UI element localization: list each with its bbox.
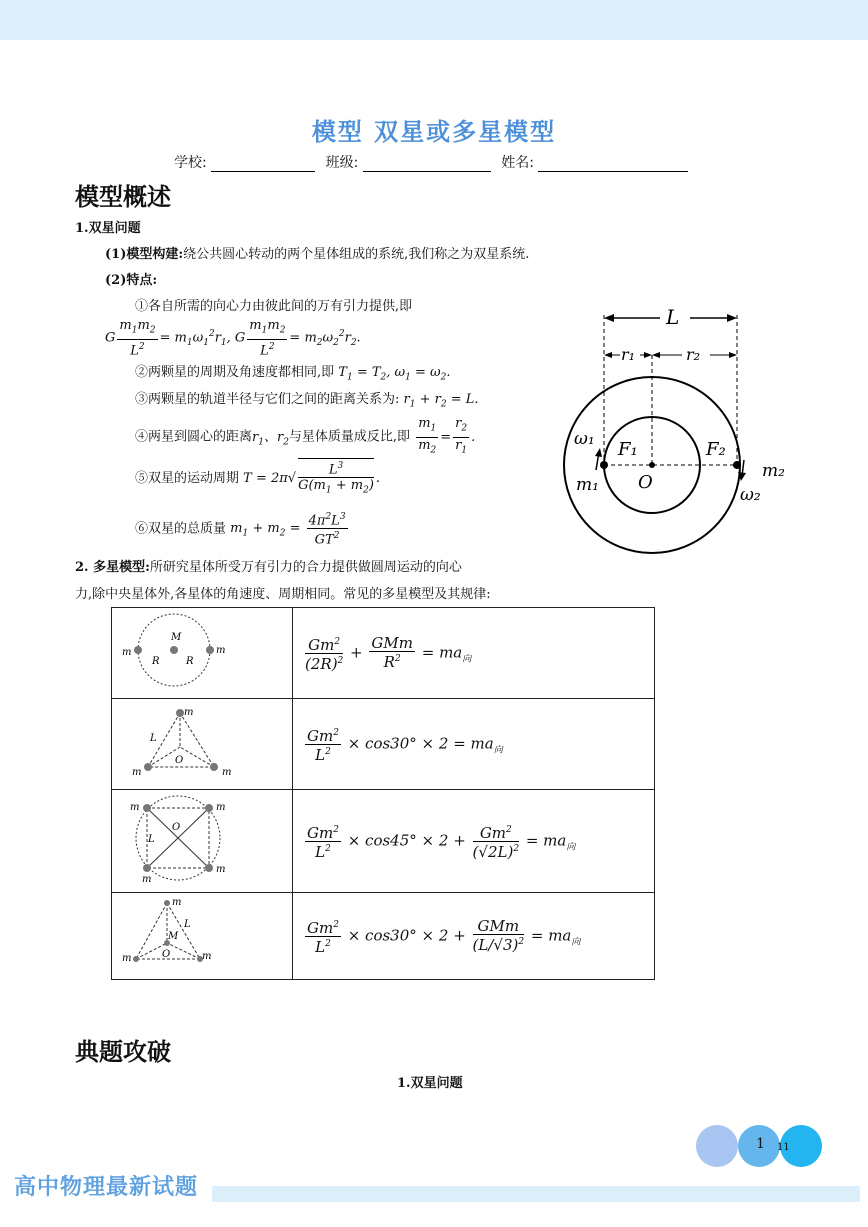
page-decor-circle	[696, 1125, 738, 1167]
label-m1: m₁	[576, 475, 599, 495]
subheading-binary: 1.双星问题	[75, 221, 141, 236]
name-label: 姓名:	[501, 155, 534, 171]
svg-text:R: R	[152, 656, 160, 667]
triangle-three-star-figure	[112, 699, 292, 785]
label-F1: F₁	[618, 439, 638, 460]
equation-row-2: $\frac{Gm^2}{L^2}$ × $\cos 30^\circ \times 2 = ma_向$	[293, 699, 655, 790]
page-title: 模型 双星或多星模型	[311, 118, 557, 146]
svg-text:R: R	[186, 656, 194, 667]
star-m1	[600, 461, 608, 469]
svg-text:m: m	[216, 645, 226, 656]
svg-text:m: m	[216, 802, 226, 813]
star-m2	[733, 461, 741, 469]
feature-item-2: ②两颗星的周期及角速度都相同,即 $T_1 = T_2$, $\omega_1 = \omega_2$.	[135, 365, 451, 383]
svg-text:m: m	[216, 864, 226, 875]
equation-row-3: $\frac{Gm^2}{L^2}$ × cos45° × 2 + $\frac{Gm^2}{(√2L)^2}$ = $ma_向$	[293, 790, 655, 893]
equation-row-4: $\frac{Gm^2}{L^2}$ × cos30° × 2 + $\frac{\text{GMm}}{(L/√3)^2}$ = $ma_向$	[293, 893, 655, 980]
feature-item-4: ④两星到圆心的距离$r_1$、$r_2$与星体质量成反比,即 $\frac{m_1}{m_2}$ = $\frac{r_2}{r_1}$ .	[135, 416, 476, 456]
svg-text:M: M	[171, 632, 182, 643]
square-four-star-figure	[112, 790, 292, 888]
svg-text:m: m	[122, 953, 132, 964]
feature-item-3: ③两颗星的轨道半径与它们之间的距离关系为: $r_1 + r_2 = L$.	[135, 392, 479, 410]
svg-text:O: O	[175, 755, 184, 766]
footer-band	[212, 1186, 860, 1202]
label-m2: m₂	[762, 461, 785, 481]
paragraph-features-label: (2)特点:	[105, 273, 158, 288]
label-omega2: ω₂	[740, 485, 761, 505]
page-number-total: 11	[777, 1142, 790, 1153]
school-label: 学校:	[174, 155, 207, 171]
svg-text:O: O	[172, 822, 181, 833]
section-heading-overview: 模型概述	[75, 183, 171, 211]
svg-text:m: m	[130, 802, 140, 813]
class-label: 班级:	[325, 155, 359, 171]
paragraph-model-construction: (1)模型构建:绕公共圆心转动的两个星体组成的系统,我们称之为双星系统.	[105, 247, 530, 262]
binary-star-diagram	[560, 300, 800, 560]
paragraph-multistar-2: 力,除中央星体外,各星体的角速度、周期相同。常见的多星模型及其规律:	[75, 587, 491, 602]
student-info-line	[174, 152, 694, 172]
paragraph-multistar-1: 2. 多星模型:所研究星体所受万有引力的合力提供做圆周运动的向心	[75, 560, 462, 575]
svg-text:M: M	[168, 931, 179, 942]
name-field[interactable]	[538, 157, 688, 172]
label-omega1: ω₁	[574, 429, 595, 449]
svg-text:m: m	[122, 647, 132, 658]
equation-row-1: $\frac{Gm^2}{(2R)^2}$ + $\frac{\text{GMm}}{R^2}$ = $ma_向$	[293, 608, 655, 699]
table-row	[112, 893, 655, 980]
label-O: O	[638, 472, 653, 493]
equation-gravity: G $\frac{m_1m_2}{L^2}$ = $m_1\omega_1^2r_1$, G $\frac{m_1m_2}{L^2}$ = $m_2\omega_2^2r_2$.	[105, 318, 361, 358]
class-field[interactable]	[363, 157, 491, 172]
svg-text:m: m	[142, 874, 152, 885]
svg-text:L: L	[184, 919, 191, 930]
svg-text:m: m	[172, 897, 182, 908]
svg-text:m: m	[222, 767, 232, 778]
section-heading-problems: 典题攻破	[75, 1038, 171, 1066]
page-number: 1	[756, 1136, 765, 1152]
multistar-table	[111, 607, 655, 980]
header-band	[0, 0, 868, 40]
label-F2: F₂	[706, 439, 726, 460]
svg-text:O: O	[162, 949, 171, 960]
svg-text:L: L	[150, 733, 157, 744]
school-field[interactable]	[211, 157, 315, 172]
svg-text:m: m	[184, 707, 194, 718]
feature-item-1: ①各自所需的向心力由彼此间的万有引力提供,即	[135, 299, 413, 314]
feature-item-5: ⑤双星的运动周期 T = 2π√ $\frac{L^3}{G(m_1 + m_2)}$ .	[135, 458, 380, 499]
svg-text:m: m	[132, 767, 142, 778]
footer-brand: 高中物理最新试题	[14, 1175, 199, 1200]
triangle-center-four-star-figure	[112, 893, 292, 975]
svg-text:m: m	[202, 951, 212, 962]
table-row	[112, 790, 655, 893]
feature-item-6: ⑥双星的总质量 $m_1 + m_2$ = $\frac{4\pi^2L^3}{GT^2}$	[135, 512, 346, 548]
label-L: L	[666, 305, 680, 329]
svg-text:L: L	[148, 834, 155, 845]
subheading-binary-problems: 1.双星问题	[397, 1076, 463, 1091]
table-row	[112, 699, 655, 790]
center-O	[649, 462, 655, 468]
three-star-line-figure	[112, 608, 292, 694]
table-row	[112, 608, 655, 699]
label-r2: r₂	[686, 345, 701, 364]
label-r1: r₁	[621, 345, 636, 364]
